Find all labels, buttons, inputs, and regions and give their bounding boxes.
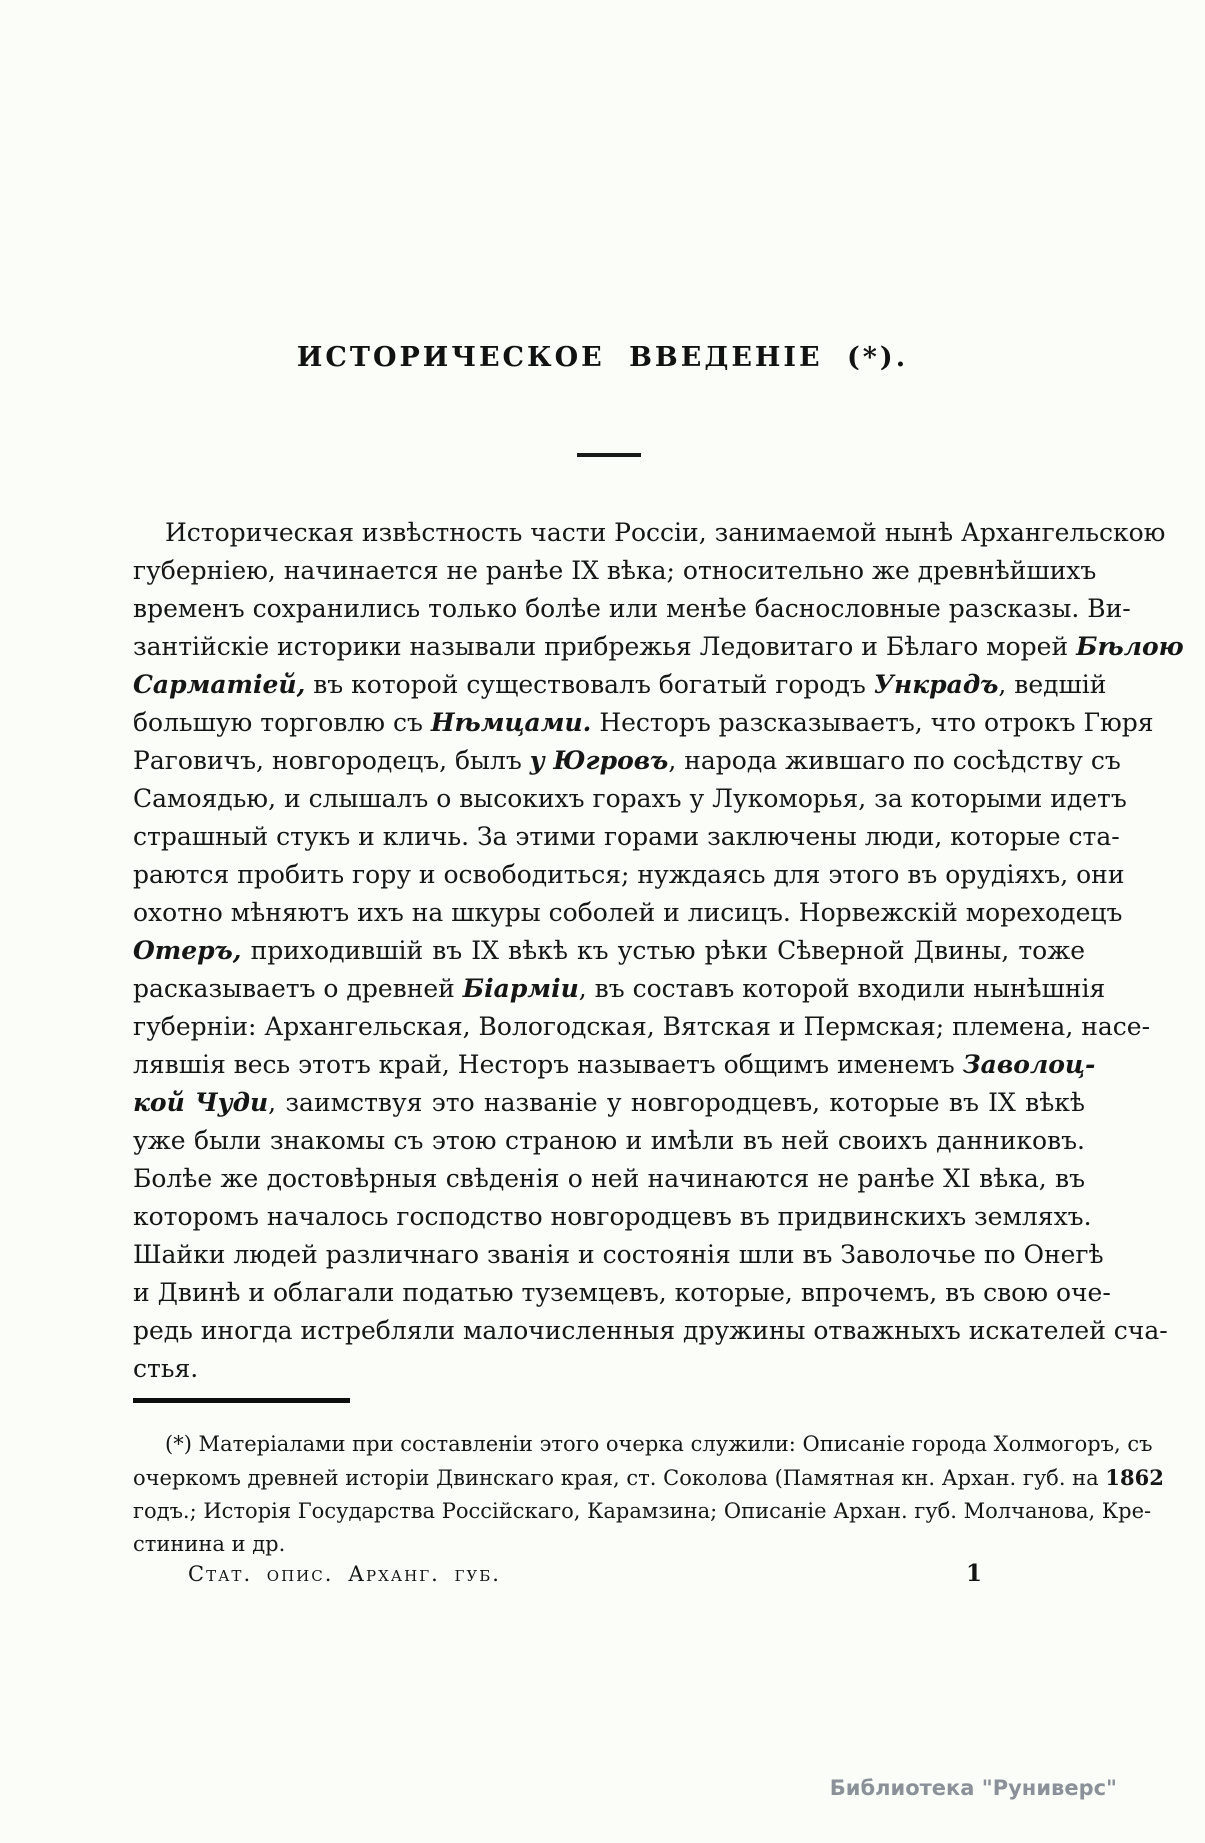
text-line: (*) Матеріалами при составленіи этого очерка служили: Описаніе города Холмогоръ, съ [165, 1432, 1153, 1456]
page-title: ИСТОРИЧЕСКОЕ ВВЕДЕНІЕ (*). [296, 342, 909, 373]
footnote-rule [133, 1398, 350, 1403]
text-line: очеркомъ древней исторіи Двинскаго края, ст. Соколова (Памятная кн. Архан. губ. на 1862 [133, 1465, 1164, 1490]
page-number: 1 [966, 1560, 983, 1587]
text-line: большую торговлю съ Нѣмцами. Несторъ разсказываетъ, что отрокъ Гюря [133, 708, 1154, 737]
text-line: Болѣе же достовѣрныя свѣденія о ней начинаются не ранѣе XI вѣка, въ [133, 1164, 1085, 1193]
text-line: губерніею, начинается не ранѣе IX вѣка; относительно же древнѣйшихъ [133, 556, 1097, 585]
text-line: временъ сохранились только болѣе или менѣе баснословные разсказы. Ви- [133, 594, 1131, 623]
text-line: и Двинѣ и облагали податью туземцевъ, которые, впрочемъ, въ свою оче- [133, 1278, 1111, 1307]
text-line: кой Чуди, заимствуя это названіе у новгородцевъ, которые въ IX вѣкѣ [133, 1088, 1085, 1117]
running-signature: Стат. опис. Арханг. губ. [188, 1562, 501, 1586]
text-line: раются пробить гору и освободиться; нуждаясь для этого въ орудіяхъ, они [133, 860, 1125, 889]
footnote [133, 1428, 1164, 1561]
text-line: стья. [133, 1354, 199, 1383]
main-paragraph [133, 514, 1184, 1388]
library-watermark: Библиотека "Руниверс" [829, 1776, 1117, 1800]
text-line: уже были знакомы съ этою страною и имѣли въ ней своихъ данниковъ. [133, 1126, 1085, 1155]
text-line: годъ.; Исторія Государства Россійскаго, Карамзина; Описаніе Архан. губ. Молчанова, Кре- [133, 1499, 1152, 1523]
text-line: Отеръ, приходившій въ IX вѣкѣ къ устью рѣки Сѣверной Двины, тоже [133, 936, 1085, 965]
text-line: охотно мѣняютъ ихъ на шкуры соболей и лисицъ. Норвежскій мореходецъ [133, 898, 1123, 927]
text-line: Сарматіей, въ которой существовалъ богатый городъ Ункрадъ, ведшій [133, 670, 1107, 699]
text-line: расказываетъ о древней Біарміи, въ составъ которой входили нынѣшнія [133, 974, 1106, 1003]
text-line: которомъ началось господство новгородцевъ въ придвинскихъ земляхъ. [133, 1202, 1092, 1231]
text-line: Историческая извѣстность части Россіи, занимаемой нынѣ Архангельскою [165, 518, 1166, 547]
text-line: Шайки людей различнаго званія и состоянія шли въ Заволочье по Онегѣ [133, 1240, 1104, 1269]
text-line: стинина и др. [133, 1532, 286, 1556]
text-line: губерніи: Архангельская, Вологодская, Вятская и Пермская; племена, насе- [133, 1012, 1151, 1041]
text-line: Самоядью, и слышалъ о высокихъ горахъ у Лукоморья, за которыми идетъ [133, 784, 1127, 813]
text-line: редь иногда истребляли малочисленныя дружины отважныхъ искателей сча- [133, 1316, 1168, 1345]
text-line: Раговичъ, новгородецъ, былъ у Югровъ, народа жившаго по сосѣдству съ [133, 746, 1121, 775]
text-line: лявшія весь этотъ край, Несторъ называетъ общимъ именемъ Заволоц- [133, 1050, 1096, 1079]
title-divider [577, 453, 641, 457]
text-line: страшный стукъ и кличь. За этими горами заключены люди, которые ста- [133, 822, 1120, 851]
text-line: зантійскіе историки называли прибрежья Ледовитаго и Бѣлаго морей Бѣлою [133, 632, 1184, 661]
